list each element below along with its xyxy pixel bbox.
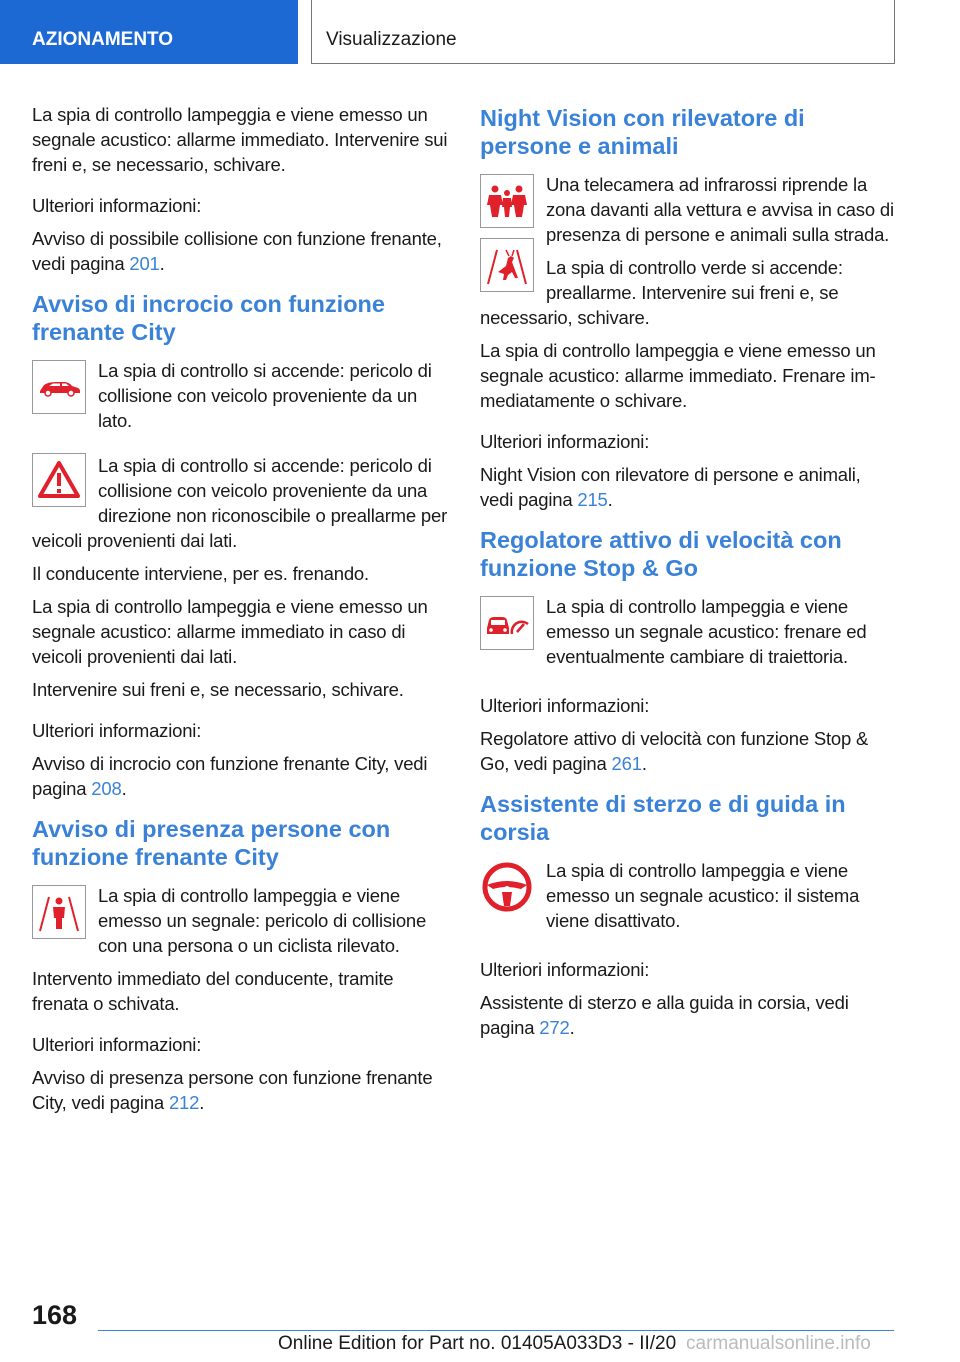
section-heading: Regolatore attivo di velocità con funzione Stop & Go — [480, 527, 842, 581]
section-heading: Assistente di sterzo e di guida in corsia — [480, 791, 846, 845]
info-text: Avviso di possibile collisione con funzione frenante, vedi pagina — [32, 228, 442, 274]
info-label: Ulteriori informazioni: — [32, 195, 202, 216]
icon-description: La spia di controllo si accende: pericolo di collisione con veicolo proveniente da una direzione non riconoscibile o preallarme per veicoli provenienti dai lati. — [32, 455, 448, 551]
info-text: Night Vision con rilevatore di persone e animali, vedi pagina — [480, 464, 861, 510]
section-tab — [0, 0, 298, 64]
pedestrian-warning-icon — [32, 885, 86, 939]
info-reference: Avviso di possibile collisione con funzione frenante, vedi pagina 201. — [32, 228, 442, 274]
info-reference: Avviso di incrocio con funzione frenante City, vedi pagina 208. — [32, 753, 428, 799]
info-reference: Night Vision con rilevatore di persone e animali, vedi pagina 215. — [480, 464, 861, 510]
steering-wheel-icon — [480, 860, 534, 914]
footer-divider — [98, 1330, 894, 1331]
section-heading: Avviso di incrocio con funzione frenante City — [32, 291, 385, 345]
edition-note: Online Edition for Part no. 01405A033D3 - II/20 — [278, 1333, 677, 1354]
paragraph: Intervenire sui freni e, se necessario, schivare. — [32, 679, 404, 700]
cross-traffic-car-icon — [32, 360, 86, 414]
page-link[interactable]: 212 — [168, 1092, 200, 1113]
info-label: Ulteriori informazioni: — [32, 720, 202, 741]
section-title: AZIONAMENTO — [32, 29, 174, 50]
persons-icon — [480, 174, 534, 228]
info-reference: Assistente di sterzo e alla guida in corsia, vedi pagina 272. — [480, 992, 849, 1038]
warning-triangle-icon — [32, 453, 86, 507]
info-text: Assistente di sterzo e alla guida in corsia, vedi pagina — [480, 992, 849, 1038]
section-heading: Avviso di presenza persone con funzione frenante City — [32, 816, 391, 870]
night-vision-icons — [480, 174, 534, 292]
left-column — [32, 102, 450, 1123]
paragraph: La spia di controllo lampeggia e viene emesso un segnale acustico: allarme immediato. Frenare immediatamente o schivare. — [480, 340, 876, 411]
watermark: carmanualsonline.info — [686, 1333, 871, 1354]
page-link[interactable]: 215 — [577, 489, 608, 510]
page-link[interactable]: 208 — [91, 778, 122, 799]
info-reference: Regolatore attivo di velocità con funzione Stop & Go, vedi pagina 261. — [480, 728, 869, 774]
info-reference: Avviso di presenza persone con funzione frenante City, vedi pagina 212. — [32, 1067, 433, 1113]
cruise-control-icon — [480, 596, 534, 650]
paragraph: Intervento immediato del conducente, tramite frenata o schivata. — [32, 968, 394, 1014]
page-link[interactable]: 272 — [539, 1017, 570, 1038]
paragraph: La spia di controllo lampeggia e viene emesso un segnale acustico: allarme immediato in caso di veicoli provenienti dai lati. — [32, 596, 428, 667]
icon-description: La spia di controllo si accende: pericolo di collisione con veicolo proveniente da un lato. — [98, 360, 432, 431]
page-number: 168 — [32, 1300, 78, 1330]
info-text: Avviso di incrocio con funzione frenante City, vedi pagina — [32, 753, 428, 799]
page-link[interactable]: 201 — [129, 253, 160, 274]
page-link[interactable]: 261 — [611, 753, 642, 774]
subsection-title: Visualizzazione — [326, 29, 457, 50]
info-label: Ulteriori informazioni: — [480, 959, 650, 980]
info-label: Ulteriori informazioni: — [32, 1034, 202, 1055]
paragraph: La spia di controllo verde si accende: preallarme. Intervenire sui freni e, se necessario, schivare. — [480, 257, 843, 328]
paragraph: La spia di controllo lampeggia e viene emesso un segnale acustico: allarme immediato. Intervenire sui freni e, se necessario, schivare. — [32, 104, 448, 175]
icon-description: La spia di controllo lampeggia e viene emesso un segnale: pericolo di collisione con una persona o un ciclista rilevato. — [98, 885, 427, 956]
paragraph: Il conducente interviene, per es. frenando. — [32, 563, 369, 584]
info-text: Regolatore attivo di velocità con funzione Stop & Go, vedi pagina — [480, 728, 869, 774]
info-label: Ulteriori informazioni: — [480, 695, 650, 716]
info-text: Avviso di presenza persone con funzione frenante City, vedi pagina — [32, 1067, 433, 1113]
info-label: Ulteriori informazioni: — [480, 431, 650, 452]
section-heading: Night Vision con rilevatore di persone e animali — [480, 105, 805, 159]
right-column — [480, 102, 898, 1048]
icon-description: La spia di controllo lampeggia e viene emesso un segnale acustico: il sistema viene disattivato. — [546, 860, 860, 931]
subsection-header — [311, 0, 895, 64]
animal-icon — [480, 238, 534, 292]
icon-description: La spia di controllo lampeggia e viene emesso un segnale acustico: frenare ed eventualmente cambiare di traiettoria. — [546, 596, 867, 667]
icon-description: Una telecamera ad infrarossi riprende la zona davanti alla vettura e avvisa in caso di presenza di persone e animali sulla strada. — [546, 174, 894, 245]
